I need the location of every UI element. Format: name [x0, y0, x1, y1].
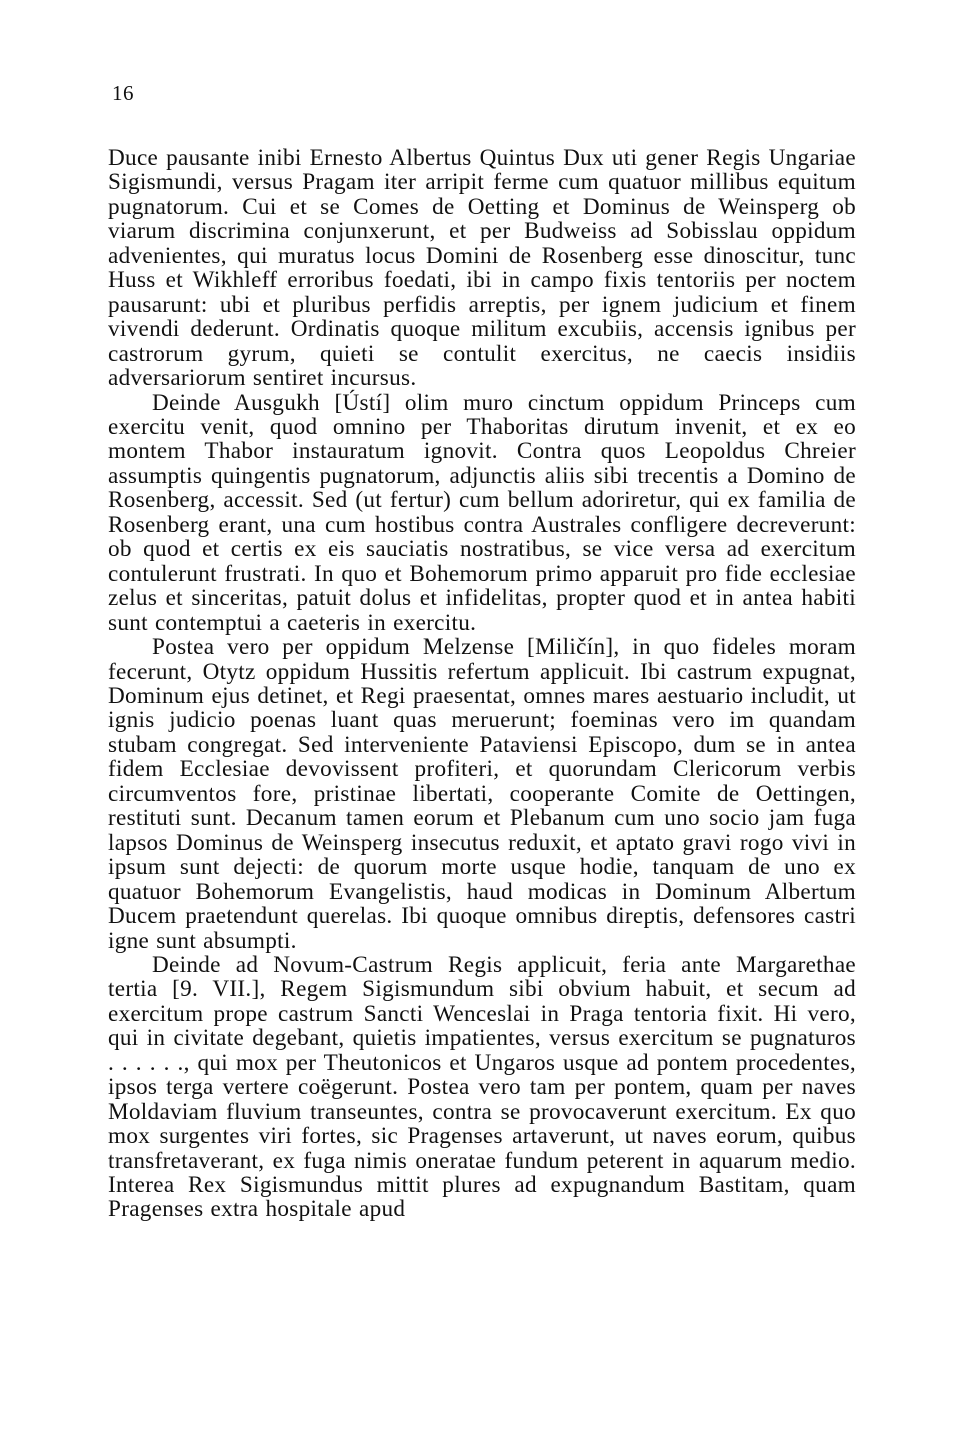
- paragraph-4: Deinde ad Novum-Castrum Regis applicuit, feria ante Margarethae tertia [9. VII.], Regem Sigismundum sibi obvium habuit, et secum ad exercitum prope castrum Sancti Wenceslai in Praga tentoria fixit. Hi vero, qui in civitate degebant, quietis impatientes, versus exercitum se pugnaturos . . . . . ., qui mox per Theutonicos et Ungaros usque ad pontem procedentes, ipsos terga vertere coëgerunt. Postea vero tam per pontem, quam per naves Moldaviam fluvium transeuntes, contra se provocaverunt exercitum. Ex quo mox surgentes viri fortes, sic Pragenses artaverunt, ut naves eorum, quibus transfretaverant, ex fuga nimis oneratae fundum peterent in aquarum medio. Interea Rex Sigismundus mittit plures ad expugnandum Bastitam, quam Pragenses extra hospitale apud: [108, 951, 856, 1223]
- page-number: 16: [112, 81, 134, 105]
- paragraph-2: Deinde Ausgukh [Ústí] olim muro cinctum oppidum Princeps cum exercitu venit, quod omnino per Thaboritas dirutum invenit, et ex eo montem Thabor instauratum ignovit. Contra quos Leopoldus Chreier assumptis quingentis pugnatorum, adjunctis aliis sibi trecentis a Domino de Rosenberg, accessit. Sed (ut fertur) cum bellum adoriretur, qui ex familia de Rosenberg erant, una cum hostibus contra Australes confligere decreverunt: ob quod et certis ex eis sauciatis nostratibus, se vice versa ad exercitum contulerunt frustrati. In quo et Bohemorum primo apparuit pro fide ecclesiae zelus et sinceritas, patuit dolus et infidelitas, propter quod et in antea habiti sunt contemptui a caeteris in exercitu.: [108, 389, 856, 636]
- book-page: [108, 80, 856, 1222]
- paragraph-1: Duce pausante inibi Ernesto Albertus Quintus Dux uti gener Regis Ungariae Sigismundi, versus Pragam iter arripit ferme cum quatuor millibus equitum pugnatorum. Cui et se Comes de Oetting et Dominus de Weinsperg ob viarum discrimina conjunxerunt, et per Budweiss ad Sobisslau oppidum advenientes, qui muratus locus Domini de Rosenberg esse dinoscitur, tunc Huss et Wikhleff erroribus foedati, ibi in campo fixis tentoriis per noctem pausarunt: ubi et pluribus perfidis arreptis, per ignem judicium et finem vivendi dederunt. Ordinatis quoque militum excubiis, accensis ignibus per castrorum gyrum, quieti se contulit exercitus, ne caecis insidiis adversariorum sentiret incursus.: [108, 145, 856, 392]
- paragraph-3: Postea vero per oppidum Melzense [Miličín], in quo fideles moram fecerunt, Otytz oppidum Hussitis refertum applicuit. Ibi castrum expugnat, Dominum ejus detinet, et Regi praesentat, omnes mares aestuario includit, ut ignis judicio poenas luant quas meruerunt; foeminas vero im quandam stubam congregat. Sed interveniente Pataviensi Episcopo, dum se in antea fidem Ecclesiae devovissent profiteri, et quorundam Clericorum verbis circumventos fore, pristinae libertati, cooperante Comite de Oettingen, restituti sunt. Decanum tamen eorum et Plebanum cum uno socio jam fuga lapsos Dominus de Weinsperg insecutus reduxit, et aptato gravi rogo vivi in ipsum sunt dejecti: de quorum morte usque hodie, tanquam de uno ex quatuor Bohemorum Evangelistis, haud modicas in Dominum Albertum Ducem praetendunt querelas. Ibi quoque omnibus direptis, defensores castri igne sunt absumpti.: [108, 634, 856, 954]
